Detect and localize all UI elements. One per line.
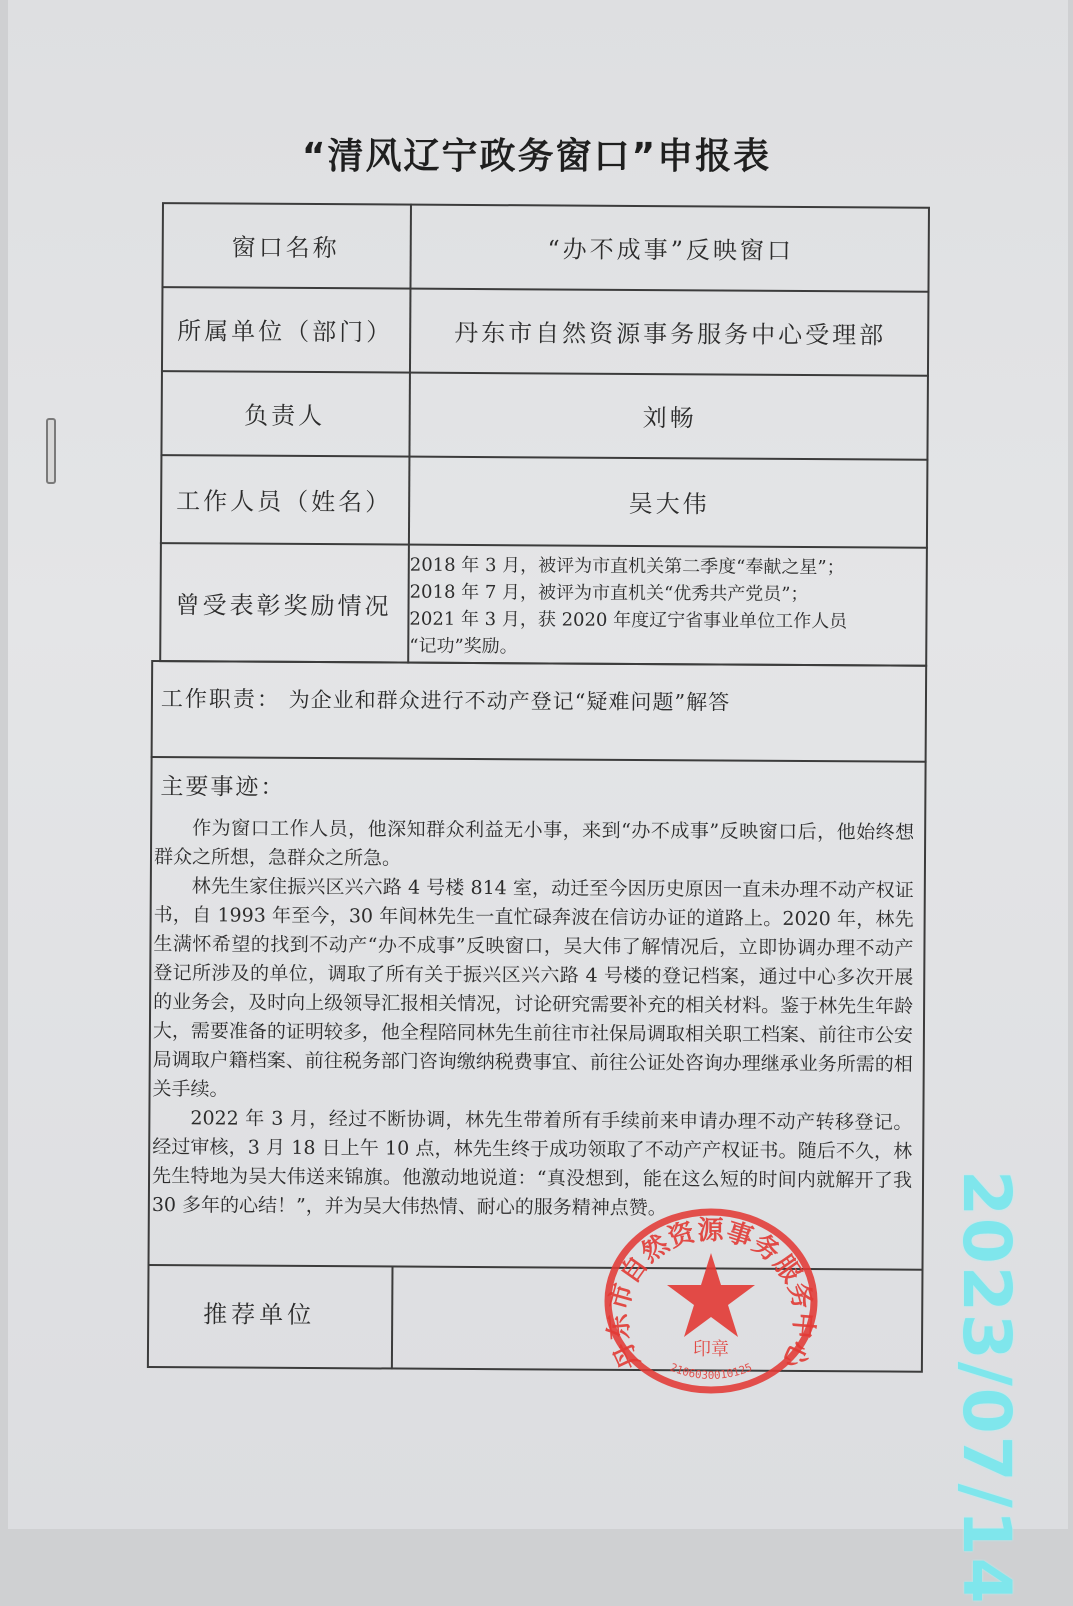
award-line: 2018 年 3 月，被评为市直机关第二季度“奉献之星”； — [409, 554, 845, 579]
deeds-paragraph: 林先生家住振兴区兴六路 4 号楼 814 室，动迁至今因历史原因一直未办理不动产权证书，自 1993 年至今，30 年间林先生一直忙碌奔波在信访办证的道路上。2020 年，林先生满怀希望的找到不动产“办不成事”反映窗口，吴大伟了解情况后，立即协调办理不动产登记所涉及的单位，调取了所有关于振兴区兴六路 4 号楼的登记档案，通过中心多次开展的业务会，及时向上级领导汇报相关情况，讨论研究需要补充的相关材料。鉴于林先生年龄大，需要准备的证明较多，他全程陪同林先生前往市社保局调取相关职工档案、前往市公安局调取户籍档案、前往税务部门咨询缴纳税费事宜、前往公证处咨询办理继承业务所需的相关手续。 — [152, 875, 914, 1101]
duty-label: 工作职责： — [160, 687, 282, 713]
deeds-paragraph: 2022 年 3 月，经过不断协调，林先生带着所有手续前来申请办理不动产转移登记。经过审核，3 月 18 日上午 10 点，林先生终于成功领取了不动产产权证书。随后不久，林先生特地为吴大伟送来锦旗。他激动地说道：“真没想到，能在这么短的时间内就解开了我 30 多年的心结！”，并为吴大伟热情、耐心的服务精神点赞。 — [151, 1107, 913, 1220]
duty-section — [161, 682, 730, 716]
star-icon — [667, 1253, 755, 1337]
awards-list — [409, 552, 920, 663]
award-line: “记功”奖励。 — [409, 635, 518, 658]
unit-value: 丹东市自然资源事务服务中心受理部 — [454, 318, 887, 349]
seal-org-text: 丹东市自然资源事务服务中心 — [603, 1215, 819, 1374]
form-title: “清风辽宁政务窗口”申报表 — [301, 136, 772, 177]
application-form — [143, 202, 930, 1373]
seal-code-text: 2106030010125 — [668, 1360, 754, 1382]
staff-label: 工作人员（姓名） — [176, 486, 393, 516]
staff-value: 吴大伟 — [628, 489, 710, 518]
deeds-label: 主要事迹： — [160, 774, 286, 801]
deeds-text — [152, 814, 914, 1225]
duty-text: 为企业和群众进行不动产登记“疑难问题”解答 — [288, 687, 731, 715]
unit-label: 所属单位（部门） — [177, 316, 394, 346]
recommend-label: 推荐单位 — [203, 1300, 316, 1330]
official-seal — [600, 1205, 822, 1397]
awards-label: 曾受表彰奖励情况 — [175, 590, 392, 620]
award-line: 2021 年 3 月，获 2020 年度辽宁省事业单位工作人员 — [409, 608, 848, 633]
deeds-paragraph: 作为窗口工作人员，他深知群众利益无小事，来到“办不成事”反映窗口后，他始终想群众之所想，急群众之所急。 — [153, 817, 915, 870]
window-name-value: “办不成事”反映窗口 — [547, 234, 795, 265]
award-line: 2018 年 7 月，被评为市直机关“优秀共产党员”； — [409, 581, 809, 606]
date-stamp: 2023/07/14 — [948, 1170, 1025, 1606]
leader-label: 负责人 — [244, 401, 326, 430]
seal-center-text: 印章 — [693, 1339, 729, 1360]
leader-value: 刘畅 — [642, 403, 697, 432]
staple — [46, 418, 56, 484]
window-name-label: 窗口名称 — [231, 233, 340, 262]
